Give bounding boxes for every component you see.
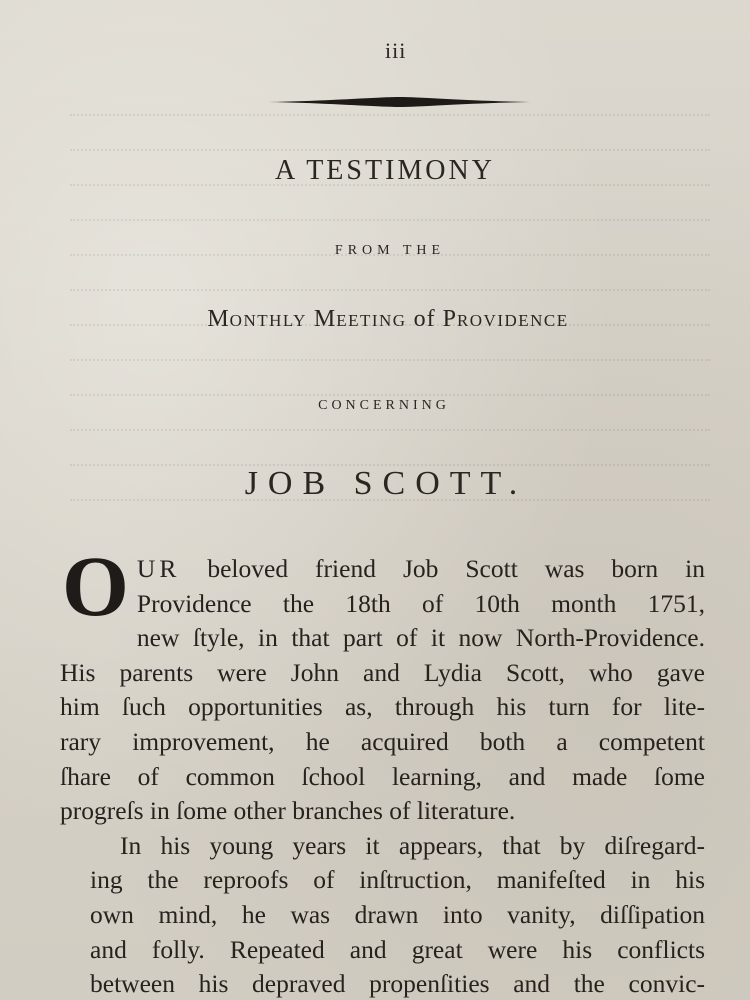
- first-word-rest: UR: [136, 554, 181, 583]
- drop-cap: O: [62, 538, 129, 634]
- paragraph-1: [60, 538, 706, 829]
- text-line: progreſs in ſome other branches of literature.: [60, 796, 516, 826]
- text-line: own mind, he was drawn into vanity, diſſipation: [90, 899, 705, 929]
- from-the-line: FROM THE: [334, 243, 446, 258]
- text-line: ſhare of common ſchool learning, and made ſome: [60, 761, 705, 791]
- text-line: rary improvement, he acquired both a competent: [60, 726, 705, 756]
- concerning-line: CONCERNING: [318, 398, 450, 413]
- page-number: iii: [385, 38, 407, 63]
- text-line-content: beloved friend Job Scott was born in: [207, 554, 706, 583]
- text-line: new ſtyle, in that part of it now North-Providence.: [136, 623, 705, 653]
- text-line: and folly. Repeated and great were his conflicts: [90, 934, 705, 964]
- title-heading: A TESTIMONY: [275, 155, 495, 186]
- text-line: His parents were John and Lydia Scott, who gave: [60, 657, 705, 687]
- text-line: between his depraved propenſities and the convic-: [90, 969, 705, 999]
- meeting-line-text: MONTHLY MEETING of PROVIDENCE: [207, 306, 569, 332]
- text-line: ing the reproofs of inſtruction, manifeſted in his: [90, 865, 705, 895]
- paragraph-2: [60, 829, 705, 1000]
- body-text: [60, 538, 706, 1000]
- text-line: In his young years it appears, that by diſregard-: [120, 830, 705, 860]
- monthly-meeting-line: [0, 306, 750, 333]
- text-line: Providence the 18th of 10th month 1751,: [136, 588, 705, 618]
- text-line: him ſuch opportunities as, through his turn for lite-: [60, 692, 705, 722]
- ornamental-rule: [268, 96, 530, 108]
- show-through-text: [70, 85, 710, 505]
- text-line: [60, 552, 705, 587]
- subject-name: JOB SCOTT.: [244, 465, 528, 502]
